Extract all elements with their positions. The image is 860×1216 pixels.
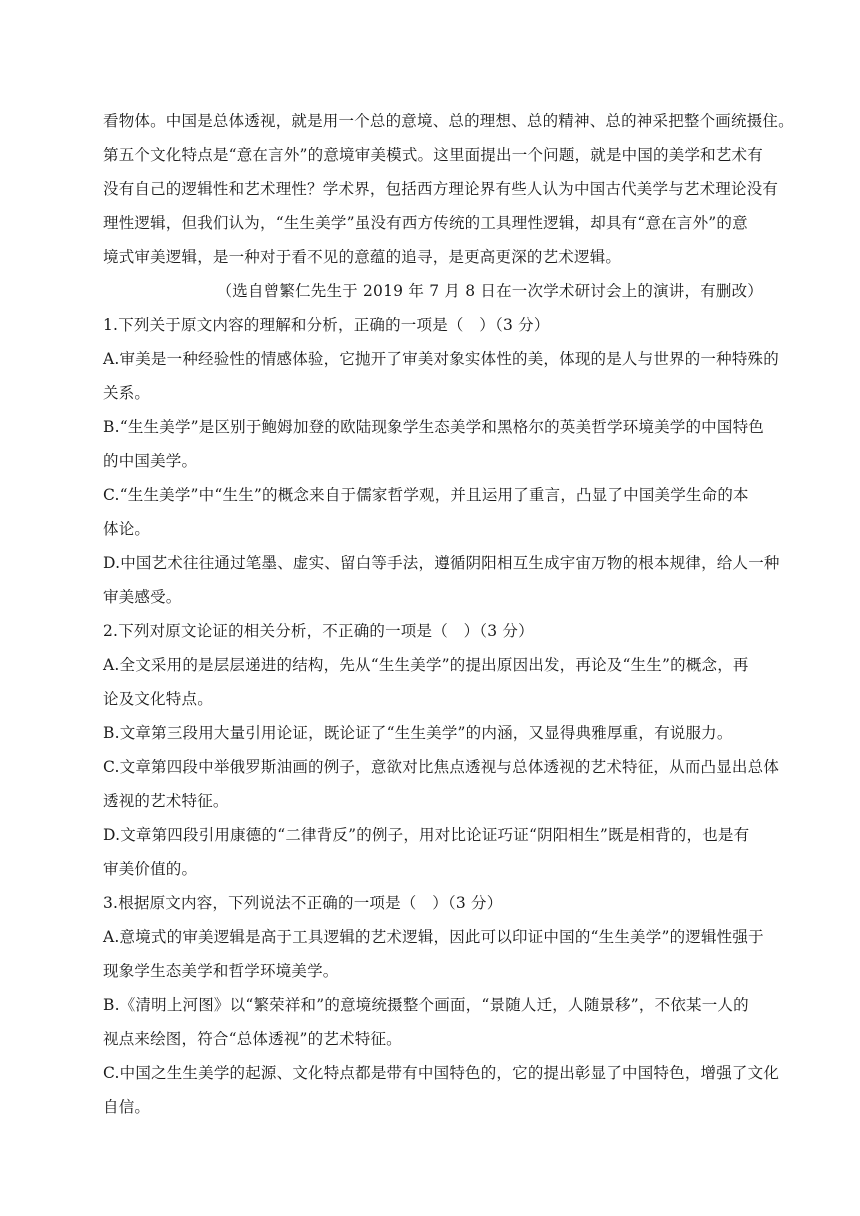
option-a-line: A.全文采用的是层层递进的结构，先从“生生美学”的提出原因出发，再论及“生生”的概念，再 (103, 656, 749, 674)
option-c-line: C.文章第四段中举俄罗斯油画的例子，意欲对比焦点透视与总体透视的艺术特征，从而凸显出总体 (103, 758, 780, 776)
question-1 (103, 308, 780, 614)
option-a-line: 关系。 (103, 384, 151, 402)
question-stem: 1.下列关于原文内容的理解和分析，正确的一项是（ ）（3 分） (103, 316, 550, 334)
passage (103, 104, 794, 308)
option-d-line: 审美价值的。 (103, 860, 198, 878)
option-a-line: 现象学生态美学和哲学环境美学。 (103, 962, 339, 980)
option-c-line: 体论。 (103, 520, 151, 538)
option-b-line: B.《清明上河图》以“繁荣祥和”的意境统摄整个画面，“景随人迁，人随景移”，不依某一人的 (103, 996, 749, 1014)
question-3 (103, 886, 780, 1124)
option-d-line: D.中国艺术往往通过笔墨、虚实、留白等手法，遵循阴阳相互生成宇宙万物的根本规律，给人一种 (103, 554, 780, 572)
option-b-line: B.“生生美学”是区别于鲍姆加登的欧陆现象学生态美学和黑格尔的英美哲学环境美学的中国特色 (103, 418, 764, 436)
option-b-line: 的中国美学。 (103, 452, 198, 470)
question-stem: 2.下列对原文论证的相关分析，不正确的一项是（ ）（3 分） (103, 622, 534, 640)
option-b-line: 视点来绘图，符合“总体透视”的艺术特征。 (103, 1030, 402, 1048)
source-citation: （选自曾繁仁先生于 2019 年 7 月 8 日在一次学术研讨会上的演讲，有删改） (216, 282, 763, 300)
option-d-line: D.文章第四段引用康德的“二律背反”的例子，用对比论证巧证“阴阳相生”既是相背的，也是有 (103, 826, 750, 844)
passage-line: 看物体。中国是总体透视，就是用一个总的意境、总的理想、总的精神、总的神采把整个画统摄住。 (103, 112, 794, 130)
exam-page (103, 104, 794, 1124)
option-a-line: 论及文化特点。 (103, 690, 213, 708)
option-a-line: A.审美是一种经验性的情感体验，它抛开了审美对象实体性的美，体现的是人与世界的一种特殊的 (103, 350, 779, 368)
passage-line: 第五个文化特点是“意在言外”的意境审美模式。这里面提出一个问题，就是中国的美学和艺术有 (103, 146, 763, 164)
passage-line: 没有自己的逻辑性和艺术理性？学术界，包括西方理论界有些人认为中国古代美学与艺术理论没有 (103, 180, 779, 198)
option-c-line: C.“生生美学”中“生生”的概念来自于儒家哲学观，并且运用了重言，凸显了中国美学生命的本 (103, 486, 749, 504)
passage-line: 理性逻辑，但我们认为，“生生美学”虽没有西方传统的工具理性逻辑，却具有“意在言外”的意 (103, 214, 748, 232)
option-a-line: A.意境式的审美逻辑是高于工具逻辑的艺术逻辑，因此可以印证中国的“生生美学”的逻辑性强于 (103, 928, 764, 946)
option-c-line: 透视的艺术特征。 (103, 792, 229, 810)
passage-line: 境式审美逻辑，是一种对于看不见的意蕴的追寻，是更高更深的艺术逻辑。 (103, 248, 622, 266)
option-b-line: B.文章第三段用大量引用论证，既论证了“生生美学”的内涵，又显得典雅厚重，有说服力。 (103, 724, 733, 742)
option-c-line: 自信。 (103, 1098, 151, 1116)
question-2 (103, 614, 780, 886)
question-stem: 3.根据原文内容，下列说法不正确的一项是（ ）（3 分） (103, 894, 503, 912)
option-d-line: 审美感受。 (103, 588, 182, 606)
option-c-line: C.中国之生生美学的起源、文化特点都是带有中国特色的，它的提出彰显了中国特色，增强了文化 (103, 1064, 780, 1082)
